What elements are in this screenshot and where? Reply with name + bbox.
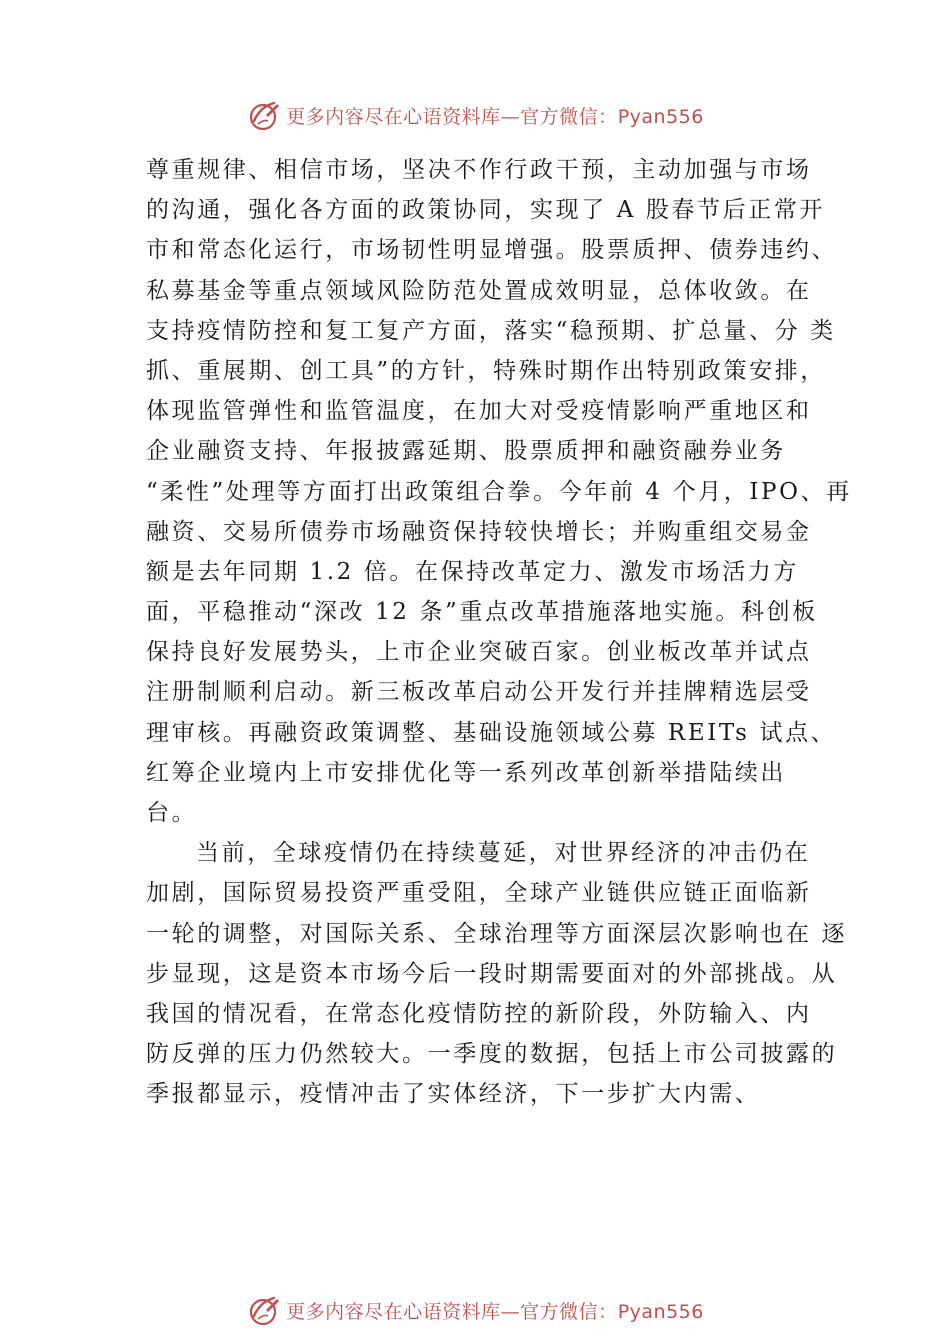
watermark-group xyxy=(246,97,704,133)
text-line: 私募基金等重点领域风险防范处置成效明显，总体收敛。在 xyxy=(146,277,812,304)
paragraph-start-line: 当前，全球疫情仍在持续蔓延，对世界经济的冲击仍在 xyxy=(196,840,811,867)
text-line: 额是去年同期 1.2 倍。在保持改革定力、激发市场活力方 xyxy=(146,558,799,585)
header-watermark xyxy=(0,95,950,135)
text-line: 理审核。再融资政策调整、基础设施领域公募 REITs 试点、 xyxy=(146,719,837,746)
text-line: 红筹企业境内上市安排优化等一系列改革创新举措陆续出 xyxy=(146,759,786,786)
text-line: 保持良好发展势头，上市企业突破百家。创业板改革并试点 xyxy=(146,639,812,666)
document-body xyxy=(146,150,852,1115)
watermark-text: 更多内容尽在心语资料库—官方微信：Pyan556 xyxy=(286,1300,704,1323)
text-line: 抓、重展期、创工具”的方针，特殊时期作出特别政策安排， xyxy=(146,357,826,384)
text-line: 注册制顺利启动。新三板改革启动公开发行并挂牌精选层受 xyxy=(146,679,812,706)
pen-seal-logo-icon xyxy=(246,1292,282,1328)
watermark-group xyxy=(246,1292,704,1328)
text-line: 的沟通，强化各方面的政策协同，实现了 A 股春节后正常开 xyxy=(146,197,826,224)
footer-watermark xyxy=(0,1290,950,1330)
text-line: 支持疫情防控和复工复产方面，落实“稳预期、扩总量、分 类 xyxy=(146,317,836,344)
text-line: 面，平稳推动“深改 12 条”重点改革措施落地实施。科创板 xyxy=(146,599,818,626)
text-line: 体现监管弹性和监管温度，在加大对受疫情影响严重地区和 xyxy=(146,398,812,425)
text-line: 尊重规律、相信市场，坚决不作行政干预，主动加强与市场 xyxy=(146,157,812,183)
text-line: 加剧，国际贸易投资严重受阻，全球产业链供应链正面临新 xyxy=(146,880,812,907)
watermark-text: 更多内容尽在心语资料库—官方微信：Pyan556 xyxy=(286,105,704,128)
text-line: 市和常态化运行，市场韧性明显增强。股票质押、债券违约、 xyxy=(146,237,838,264)
text-line: 防反弹的压力仍然较大。一季度的数据，包括上市公司披露的 xyxy=(146,1041,838,1068)
text-line: 台。 xyxy=(146,800,198,826)
text-line: 融资、交易所债券市场融资保持较快增长；并购重组交易金 xyxy=(146,518,812,545)
text-line: 步显现，这是资本市场今后一段时期需要面对的外部挑战。从 xyxy=(146,960,838,987)
text-line: 企业融资支持、年报披露延期、股票质押和融资融券业务 xyxy=(146,438,786,465)
text-line: “柔性”处理等方面打出政策组合拳。今年前 4 个月，IPO、再 xyxy=(146,478,852,505)
text-line: 季报都显示，疫情冲击了实体经济，下一步扩大内需、 xyxy=(146,1081,761,1108)
pen-seal-logo-icon xyxy=(246,97,282,133)
text-line: 我国的情况看，在常态化疫情防控的新阶段，外防输入、内 xyxy=(146,1000,812,1027)
text-line: 一轮的调整，对国际关系、全球治理等方面深层次影响也在 逐 xyxy=(146,920,848,947)
